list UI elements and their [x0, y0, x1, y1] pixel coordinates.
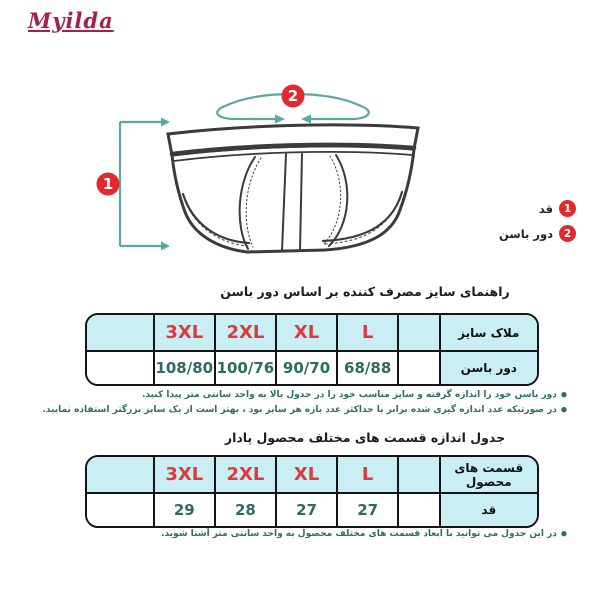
marker-height-circle [97, 173, 120, 196]
height-measure-bracket [120, 122, 163, 246]
marker-height-number: 1 [102, 175, 114, 193]
note-text: در صورتیکه عدد اندازه گیری شده برابر با حداکثر عدد بازه هر سایز بود ، بهتر است از یک سایز بزرگتر استفاده نمایید. [42, 404, 557, 415]
size-guide-header-label: ملاک سایز [440, 314, 538, 351]
marker-hip-circle [282, 85, 305, 108]
size-header-3xl: 3XL [154, 314, 215, 351]
note-line [43, 403, 568, 418]
spacer-cell [86, 314, 154, 351]
size-guide-notes [43, 388, 568, 417]
parts-size-l: L [337, 456, 398, 493]
parts-row-label: قد [440, 493, 538, 527]
legend-item-height [539, 200, 576, 217]
length-value-3xl: 29 [154, 493, 215, 527]
bullet-icon: ● [560, 529, 567, 538]
brand-logo: Myilda [28, 8, 114, 33]
bullet-icon: ● [560, 390, 567, 399]
size-guide-table [85, 313, 539, 386]
size-header-2xl: 2XL [215, 314, 276, 351]
legend-hip-label: دور باسن [499, 226, 553, 241]
spacer-cell [398, 493, 439, 527]
briefs-drawing [168, 125, 418, 252]
length-value-l: 27 [337, 493, 398, 527]
bullet-icon: ● [560, 405, 567, 413]
spacer-cell [86, 456, 154, 493]
parts-table [85, 455, 539, 528]
height-arrow-top [161, 118, 170, 127]
spacer-cell [398, 314, 439, 351]
note-line [43, 388, 568, 403]
parts-table-notes [161, 527, 567, 542]
spacer-cell [86, 493, 154, 527]
parts-size-xl: XL [276, 456, 337, 493]
hip-value-2xl: 100/76 [215, 351, 276, 385]
note-text: دور باسن خود را اندازه گرفته و سایز مناسب خود را در جدول بالا به واحد سانتی متر پیدا کنید. [142, 390, 557, 400]
spacer-cell [398, 456, 439, 493]
length-value-2xl: 28 [215, 493, 276, 527]
hip-arrow-left [275, 115, 285, 124]
legend-hip-badge: 2 [559, 225, 576, 242]
hip-value-l: 68/88 [337, 351, 398, 385]
size-header-l: L [337, 314, 398, 351]
height-arrow-bottom [161, 242, 170, 251]
legend-height-badge: 1 [559, 200, 576, 217]
hip-value-xl: 90/70 [276, 351, 337, 385]
size-guide-title: راهنمای سایز مصرف کننده بر اساس دور باسن [220, 284, 510, 299]
length-value-xl: 27 [276, 493, 337, 527]
hip-value-3xl: 108/80 [154, 351, 215, 385]
legend-item-hip [499, 225, 576, 242]
parts-header-label: قسمت های محصول [440, 456, 538, 493]
spacer-cell [398, 351, 439, 385]
diagram-legend [499, 200, 576, 242]
legend-height-label: قد [538, 201, 553, 216]
briefs-measurement-diagram [85, 78, 585, 273]
hip-arrow-right [301, 115, 311, 124]
note-line [161, 527, 567, 542]
size-header-xl: XL [276, 314, 337, 351]
marker-hip-number: 2 [287, 87, 299, 105]
spacer-cell [86, 351, 154, 385]
parts-table-title: جدول اندازه قسمت های مختلف محصول پادار [224, 430, 506, 445]
size-guide-row-label: دور باسن [440, 351, 538, 385]
parts-size-3xl: 3XL [154, 456, 215, 493]
parts-size-2xl: 2XL [215, 456, 276, 493]
note-text: در این جدول می توانید با ابعاد قسمت های مختلف محصول به واحد سانتی متر آشنا شوید. [161, 529, 557, 539]
